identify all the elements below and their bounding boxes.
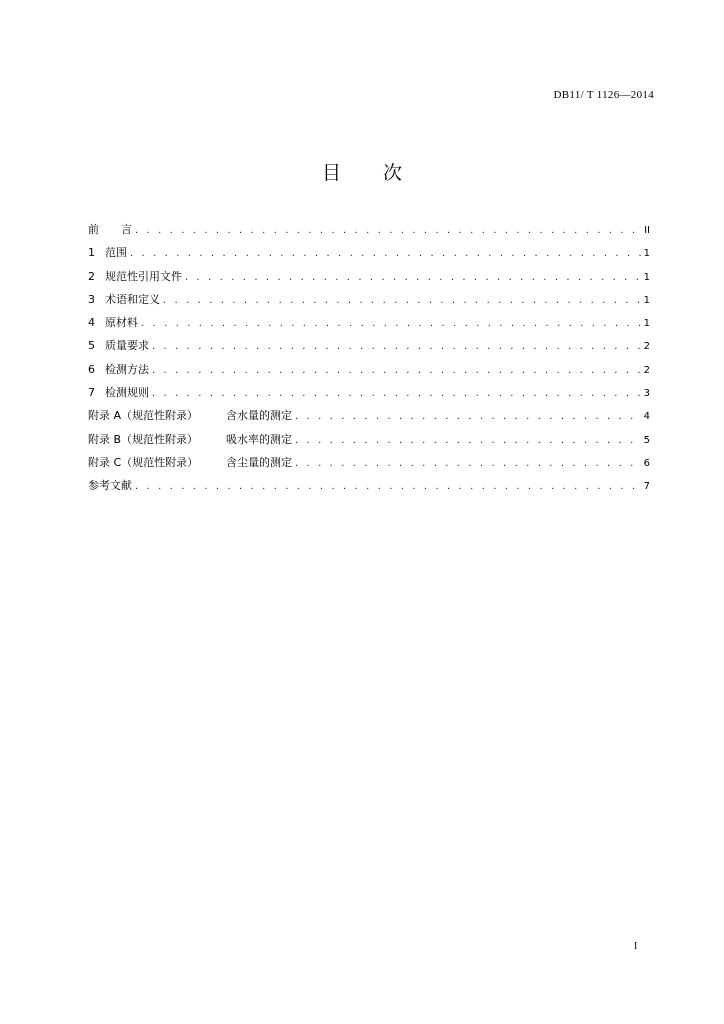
toc-title: [0, 158, 724, 185]
toc-title-right: 次: [383, 162, 403, 184]
toc-entry-number: 1: [88, 246, 95, 260]
toc-title-left: 目: [321, 162, 341, 184]
toc-entry-number: 7: [88, 386, 95, 400]
toc-entry-page: 1: [643, 248, 650, 260]
toc-entry-number: 5: [88, 339, 95, 353]
toc-entry-page: 5: [643, 434, 650, 446]
toc-entry-quality-requirements[interactable]: [88, 334, 650, 357]
table-of-contents: [88, 218, 650, 498]
toc-entry-scope[interactable]: [88, 241, 650, 264]
toc-entry-terms-definitions[interactable]: [88, 288, 650, 311]
toc-appendix-prefix: 附录 B（规范性附录）: [88, 432, 199, 446]
toc-entry-number: 6: [88, 362, 95, 376]
standard-code: DB11/ T 1126—2014: [553, 89, 654, 101]
toc-entry-page: 1: [643, 318, 650, 330]
toc-appendix-prefix: 附录 C（规范性附录）: [88, 455, 199, 469]
toc-entry-label: 参考文献: [88, 479, 132, 493]
toc-entry-label: 含尘量的测定: [226, 455, 292, 469]
toc-entry-raw-materials[interactable]: [88, 311, 650, 334]
toc-entry-label: 检测规则: [105, 386, 149, 400]
toc-entry-page: 3: [643, 388, 650, 400]
toc-leader-dots: [152, 382, 641, 405]
toc-leader-dots: [295, 405, 641, 428]
toc-entry-label: 吸水率的测定: [226, 432, 292, 446]
toc-entry-page: 6: [643, 457, 650, 469]
toc-leader-dots: [185, 266, 641, 289]
toc-appendix-prefix: 附录 A（规范性附录）: [88, 409, 199, 423]
toc-entry-label: 规范性引用文件: [105, 269, 182, 283]
toc-entry-label: 质量要求: [105, 339, 149, 353]
toc-entry-page: 7: [643, 481, 650, 493]
toc-leader-dots: [163, 289, 641, 312]
page-number: I: [634, 941, 638, 952]
toc-leader-dots: [295, 452, 641, 475]
toc-entry-label: 术语和定义: [105, 292, 160, 306]
toc-entry-page: 4: [643, 411, 650, 423]
toc-entry-label: 范围: [105, 246, 127, 260]
toc-entry-number: 4: [88, 316, 95, 330]
toc-entry-bibliography[interactable]: [88, 474, 650, 497]
toc-entry-number: 3: [88, 292, 95, 306]
toc-entry-appendix-a[interactable]: [88, 404, 650, 427]
toc-entry-label: 含水量的测定: [226, 409, 292, 423]
toc-leader-dots: [135, 219, 641, 242]
toc-entry-appendix-b[interactable]: [88, 428, 650, 451]
toc-entry-inspection-rules[interactable]: [88, 381, 650, 404]
toc-leader-dots: [135, 475, 641, 498]
toc-entry-appendix-c[interactable]: [88, 451, 650, 474]
toc-leader-dots: [141, 312, 641, 335]
toc-entry-page: II: [644, 225, 650, 236]
toc-leader-dots: [152, 359, 641, 382]
toc-entry-page: 2: [643, 364, 650, 376]
toc-entry-page: 1: [643, 294, 650, 306]
toc-entry-page: 1: [643, 271, 650, 283]
toc-entry-label: 检测方法: [105, 362, 149, 376]
toc-leader-dots: [130, 242, 641, 265]
toc-entry-normative-references[interactable]: [88, 265, 650, 288]
toc-entry-test-methods[interactable]: [88, 358, 650, 381]
toc-entry-label: 原材料: [105, 316, 138, 330]
toc-leader-dots: [295, 429, 641, 452]
toc-entry-page: 2: [643, 341, 650, 353]
toc-leader-dots: [152, 335, 641, 358]
toc-entry-label: 前 言: [88, 223, 132, 236]
toc-entry-foreword[interactable]: [88, 218, 650, 241]
toc-entry-number: 2: [88, 269, 95, 283]
